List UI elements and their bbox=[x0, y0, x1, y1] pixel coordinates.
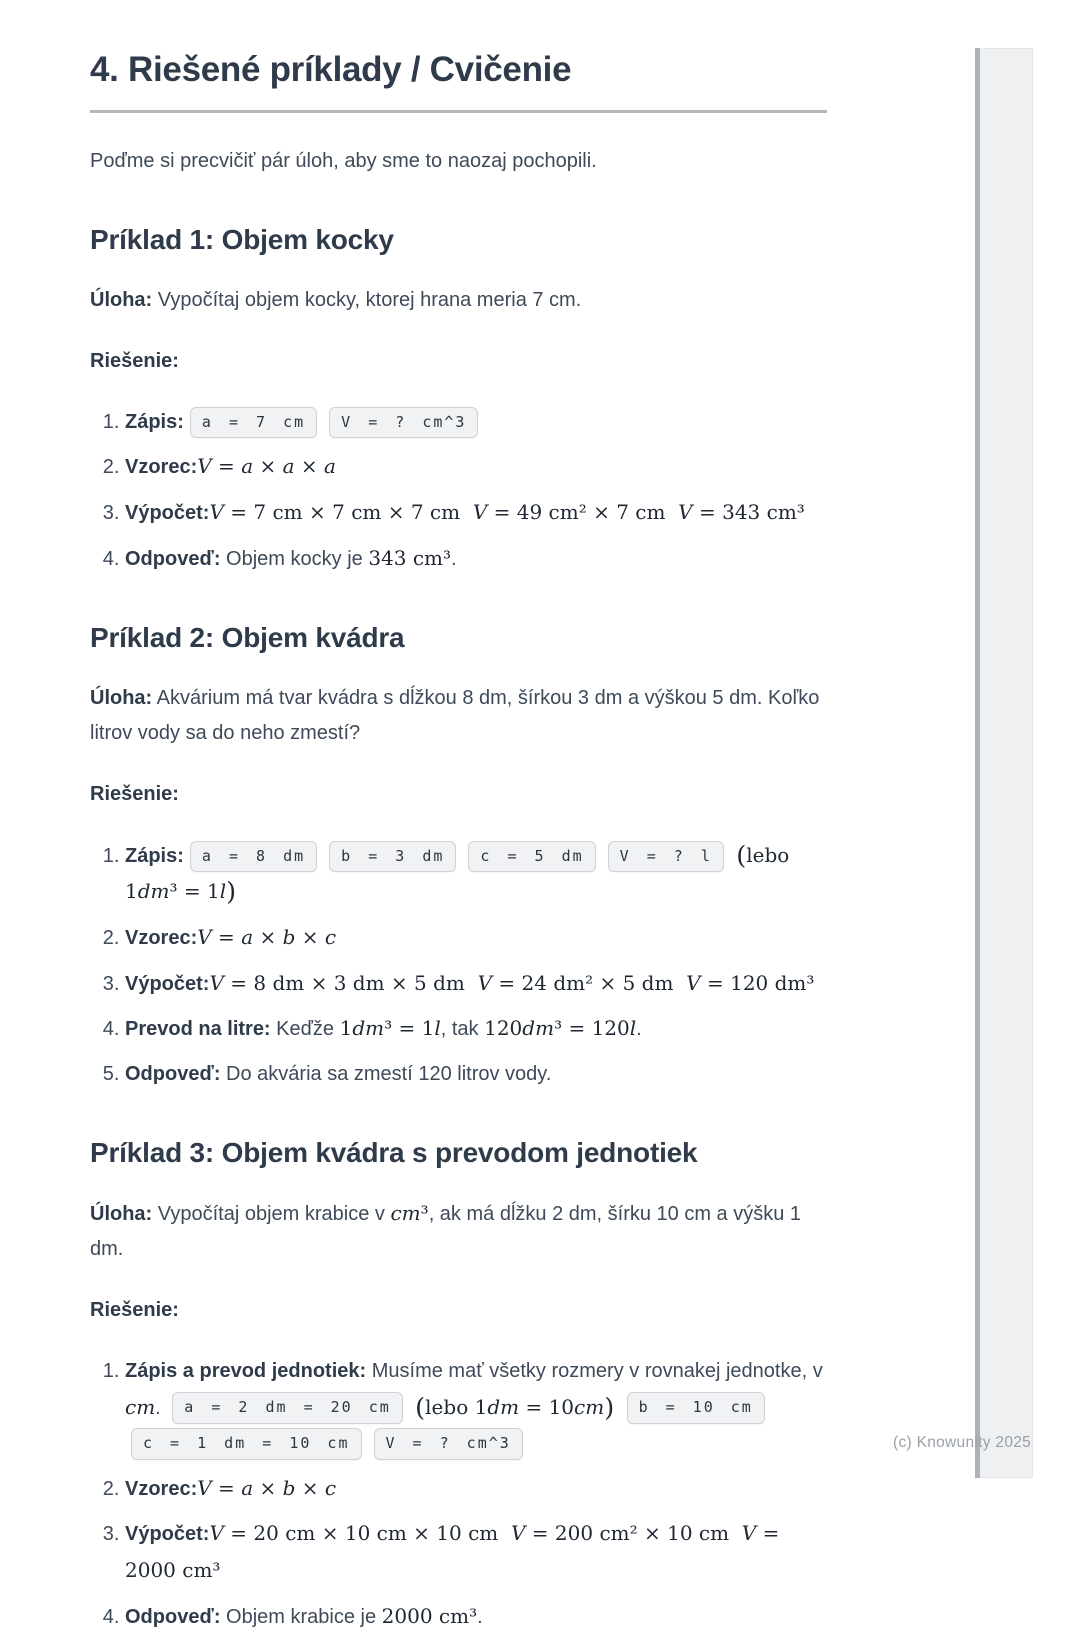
math-text: 343 cm³ bbox=[368, 545, 452, 570]
math-text: = bbox=[211, 925, 242, 949]
math-text: × bbox=[294, 454, 325, 479]
code-badge: c = 5 dm bbox=[468, 841, 595, 873]
solution-heading bbox=[90, 777, 827, 812]
solution-step bbox=[125, 1354, 827, 1462]
math-expression bbox=[125, 1521, 779, 1582]
math-variable: dm bbox=[487, 1394, 520, 1419]
example-heading: Príklad 3: Objem kvádra s prevodom jednotiek bbox=[90, 1137, 698, 1169]
solution-label: Riešenie: bbox=[90, 1298, 179, 1321]
math-variable: l bbox=[219, 879, 227, 904]
math-variable: c bbox=[324, 1475, 337, 1500]
text-run: Akvárium má tvar kvádra s dĺžkou 8 dm, šírkou 3 dm a výškou 5 dm. Koľko litrov vody sa do neho zmestí? bbox=[90, 686, 820, 744]
math-expression bbox=[125, 1395, 155, 1419]
math-expression bbox=[209, 971, 814, 995]
text-run: . bbox=[636, 1018, 642, 1041]
math-text: 1 bbox=[339, 1016, 353, 1041]
math-variable: V bbox=[678, 500, 693, 525]
solution-label: Riešenie: bbox=[90, 349, 179, 372]
solution-step bbox=[125, 1599, 827, 1636]
task-paragraph bbox=[90, 283, 827, 318]
text-run: . bbox=[155, 1396, 167, 1419]
solution-steps bbox=[90, 838, 827, 1093]
math-variable: dm bbox=[352, 1016, 385, 1041]
math-expression bbox=[484, 1016, 636, 1040]
math-text: ³ bbox=[420, 1200, 429, 1225]
text-run: Vypočítaj objem kocky, ktorej hrana meria 7 cm. bbox=[152, 288, 582, 311]
math-text: × bbox=[253, 925, 283, 949]
math-text bbox=[614, 1395, 620, 1419]
math-text: = 2000 cm³ bbox=[125, 1521, 780, 1582]
text-run: Keďže bbox=[270, 1018, 340, 1041]
math-variable: cm bbox=[125, 1394, 156, 1419]
step-label: Výpočet: bbox=[125, 502, 210, 525]
math-text: = 10 bbox=[519, 1394, 575, 1419]
math-variable: V bbox=[209, 500, 224, 525]
page-title: 4. Riešené príklady / Cvičenie bbox=[90, 50, 572, 89]
code-badge: c = 1 dm = 10 cm bbox=[131, 1428, 362, 1460]
math-text: 2000 cm³ bbox=[381, 1603, 478, 1628]
step-label: Prevod na litre: bbox=[125, 1018, 271, 1041]
text-run: . bbox=[477, 1605, 483, 1628]
step-label: Odpoveď: bbox=[125, 547, 221, 570]
step-label: Zápis: bbox=[125, 410, 184, 433]
math-text: = 120 dm³ bbox=[700, 970, 815, 995]
task-text bbox=[90, 687, 819, 744]
math-text: = 7 cm × 7 cm × 7 cm bbox=[223, 500, 473, 525]
text-run: Objem kocky je bbox=[220, 547, 369, 570]
math-variable: V bbox=[686, 970, 701, 995]
solution-steps bbox=[90, 405, 827, 577]
math-variable: a bbox=[324, 454, 336, 479]
task-label: Úloha: bbox=[90, 1202, 153, 1225]
task-paragraph bbox=[90, 1196, 827, 1267]
math-text: = 343 cm³ bbox=[692, 500, 805, 525]
math-text: ³ = 1 bbox=[384, 1016, 435, 1041]
solution-step bbox=[125, 541, 827, 578]
code-badge: V = ? cm^3 bbox=[329, 407, 478, 439]
math-text: ( bbox=[415, 1392, 426, 1423]
copyright-footer: (c) Knowunity 2025 bbox=[893, 1434, 1032, 1451]
math-text: lebo 1 bbox=[125, 842, 790, 904]
task-label: Úloha: bbox=[90, 686, 153, 709]
math-text: = 24 dm² × 5 dm bbox=[492, 970, 687, 995]
solution-step bbox=[125, 1471, 827, 1508]
math-text: × bbox=[253, 454, 283, 479]
step-label: Zápis: bbox=[125, 844, 184, 867]
math-variable: V bbox=[197, 454, 212, 479]
math-text: 120 bbox=[484, 1016, 523, 1041]
math-variable: V bbox=[741, 1521, 757, 1546]
math-expression bbox=[368, 546, 451, 570]
math-expression bbox=[340, 1016, 441, 1040]
math-text: = 8 dm × 3 dm × 5 dm bbox=[223, 970, 478, 995]
text-run: Do akvária sa zmestí 120 litrov vody. bbox=[220, 1062, 552, 1085]
example-section bbox=[90, 223, 827, 577]
math-variable: b bbox=[282, 925, 296, 949]
math-variable: b bbox=[282, 1475, 296, 1500]
solution-step bbox=[125, 920, 827, 957]
math-text: ³ = 120 bbox=[554, 1016, 630, 1041]
math-text: = bbox=[211, 454, 242, 479]
code-badge: a = 2 dm = 20 cm bbox=[172, 1392, 403, 1424]
math-variable: V bbox=[209, 1521, 224, 1546]
task-text bbox=[152, 289, 581, 311]
math-expression bbox=[197, 1476, 336, 1500]
task-text bbox=[90, 1200, 802, 1260]
math-text: = 49 cm² × 7 cm bbox=[487, 500, 679, 525]
task-paragraph bbox=[90, 681, 827, 751]
scrollbar-thumb[interactable] bbox=[975, 48, 980, 1478]
solution-heading bbox=[90, 1293, 827, 1328]
solution-step bbox=[125, 1516, 827, 1589]
solution-step bbox=[125, 405, 827, 441]
text-run: Objem krabice je bbox=[220, 1605, 382, 1628]
code-badge: a = 7 cm bbox=[190, 407, 317, 439]
math-variable: dm bbox=[522, 1016, 555, 1041]
step-label: Vzorec: bbox=[125, 927, 198, 949]
math-variable: a bbox=[282, 454, 295, 479]
step-label: Odpoveď: bbox=[125, 1605, 221, 1628]
text-run: , tak bbox=[440, 1018, 485, 1041]
examples-container bbox=[90, 223, 827, 1635]
example-heading: Príklad 1: Objem kocky bbox=[90, 224, 394, 256]
math-expression bbox=[197, 925, 336, 949]
code-badge: b = 3 dm bbox=[329, 841, 456, 873]
math-variable: cm bbox=[574, 1394, 605, 1419]
solution-step bbox=[125, 838, 827, 911]
step-label: Odpoveď: bbox=[125, 1062, 221, 1085]
math-text: = 20 cm × 10 cm × 10 cm bbox=[223, 1521, 511, 1546]
math-variable: V bbox=[477, 970, 493, 995]
solution-step bbox=[125, 966, 827, 1003]
math-text: lebo 1 bbox=[425, 1394, 488, 1419]
math-variable: dm bbox=[137, 879, 170, 904]
math-variable: V bbox=[197, 1475, 212, 1500]
math-text: = 200 cm² × 10 cm bbox=[525, 1521, 742, 1546]
math-text: × bbox=[295, 1475, 325, 1500]
code-badge: V = ? cm^3 bbox=[374, 1428, 523, 1460]
math-variable: a bbox=[241, 454, 254, 479]
math-variable: l bbox=[629, 1016, 637, 1041]
math-variable: cm bbox=[390, 1200, 421, 1225]
step-label: Výpočet: bbox=[125, 1523, 210, 1546]
math-expression bbox=[409, 1392, 621, 1423]
scrollbar-track[interactable] bbox=[977, 48, 1033, 1478]
worksheet-content bbox=[90, 0, 827, 1644]
math-variable: V bbox=[197, 925, 212, 949]
math-text: ³ = 1 bbox=[169, 879, 220, 904]
math-variable: a bbox=[241, 1475, 254, 1500]
math-text: = bbox=[211, 1475, 242, 1500]
math-text: ) bbox=[604, 1392, 615, 1423]
math-text: × bbox=[295, 925, 325, 949]
math-variable: V bbox=[209, 970, 224, 995]
step-label: Vzorec: bbox=[125, 1477, 198, 1500]
math-expression bbox=[382, 1604, 477, 1628]
text-run: Musíme mať všetky rozmery v rovnakej jednotke, v bbox=[366, 1359, 823, 1382]
math-variable: V bbox=[472, 500, 488, 525]
solution-step bbox=[125, 1011, 827, 1048]
example-heading: Príklad 2: Objem kvádra bbox=[90, 622, 405, 654]
step-label: Zápis a prevod jednotiek: bbox=[125, 1359, 367, 1382]
math-text: ( bbox=[736, 840, 747, 871]
text-run: , ak má dĺžku 2 dm, šírku 10 cm a výšku 1 dm. bbox=[90, 1202, 802, 1260]
step-label: Vzorec: bbox=[125, 456, 198, 479]
intro-text: Poďme si precvičiť pár úloh, aby sme to naozaj pochopili. bbox=[90, 150, 597, 173]
title-divider bbox=[90, 110, 827, 113]
example-section bbox=[90, 621, 827, 1092]
math-text: × bbox=[253, 1475, 283, 1500]
text-run: . bbox=[451, 547, 457, 570]
math-variable: l bbox=[434, 1016, 441, 1041]
math-expression bbox=[197, 454, 336, 478]
solution-heading bbox=[90, 344, 827, 379]
text-run: Vypočítaj objem krabice v bbox=[152, 1202, 391, 1225]
solution-step bbox=[125, 495, 827, 532]
code-badge: a = 8 dm bbox=[190, 841, 317, 873]
math-expression bbox=[390, 1201, 428, 1225]
math-variable: c bbox=[324, 925, 337, 949]
math-text: ) bbox=[226, 877, 237, 908]
solution-steps bbox=[90, 1354, 827, 1635]
example-section bbox=[90, 1136, 827, 1635]
solution-step bbox=[125, 449, 827, 486]
code-badge: b = 10 cm bbox=[627, 1392, 765, 1424]
math-expression bbox=[209, 500, 804, 524]
math-variable: a bbox=[241, 925, 254, 949]
solution-step bbox=[125, 1057, 827, 1093]
step-label: Výpočet: bbox=[125, 972, 210, 995]
solution-label: Riešenie: bbox=[90, 782, 179, 805]
code-badge: V = ? l bbox=[608, 841, 724, 873]
task-label: Úloha: bbox=[90, 288, 153, 311]
math-variable: V bbox=[510, 1521, 526, 1546]
